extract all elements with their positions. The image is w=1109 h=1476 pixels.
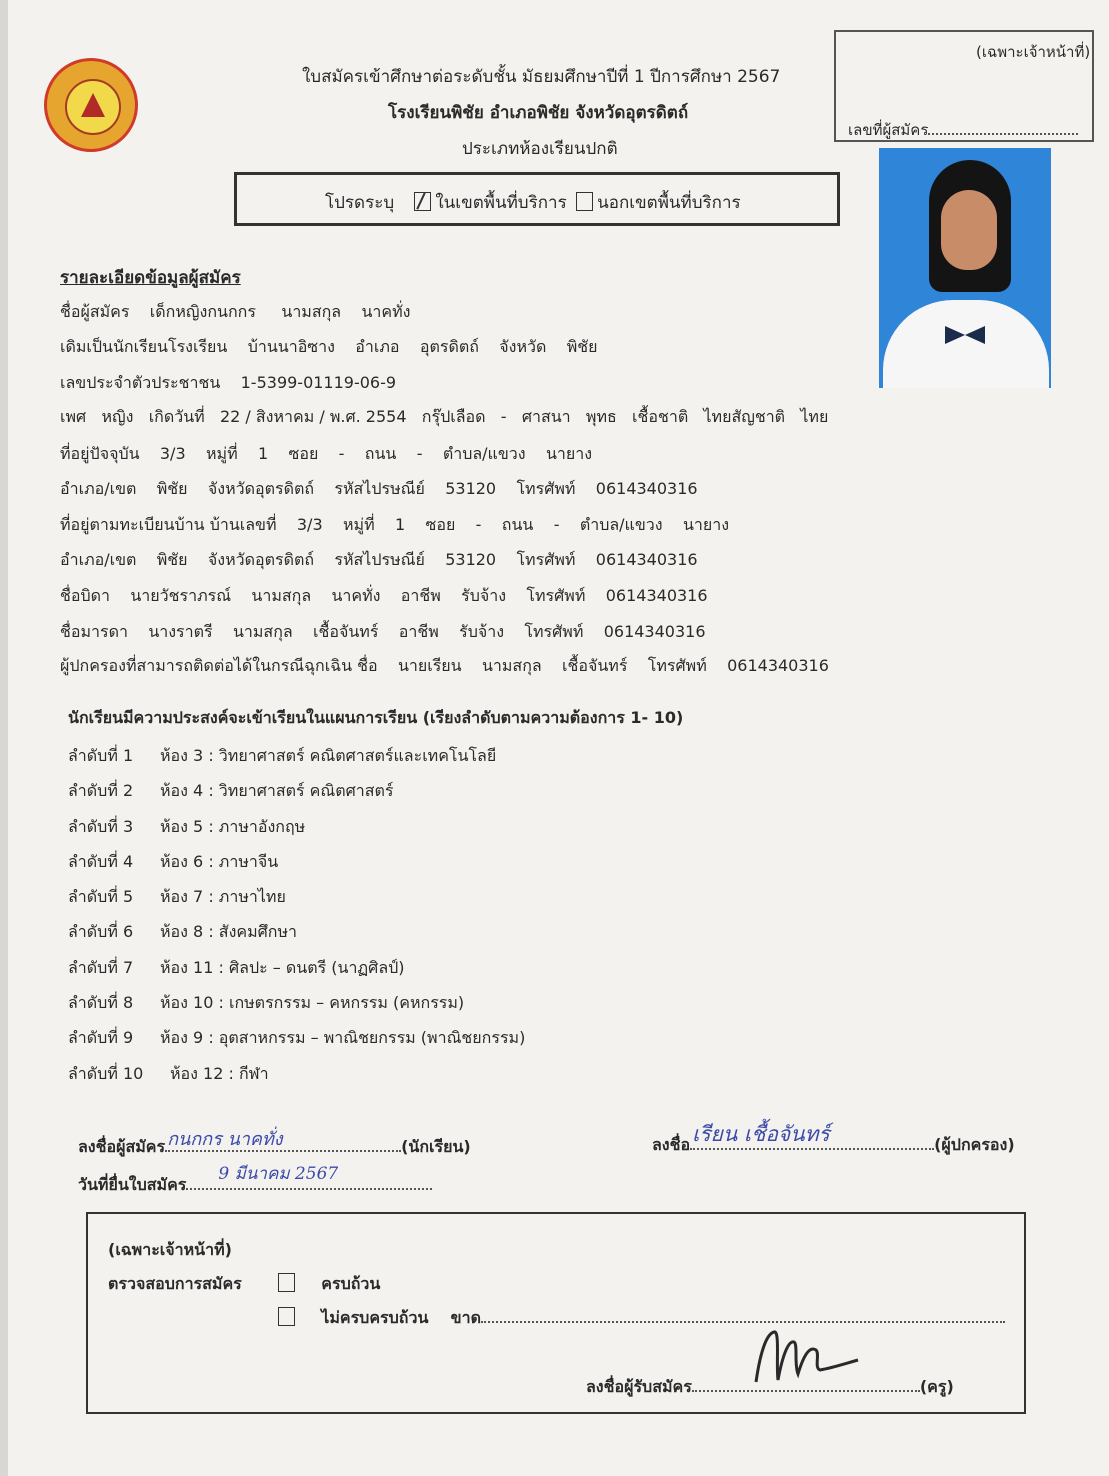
guardian-signature: เรียน เชื้อจันทร์ (692, 1122, 830, 1146)
preference-rank: ลำดับที่ 1 (68, 746, 134, 765)
id-number: 1-5399-01119-06-9 (240, 373, 397, 392)
guardian-signature-label: ลงชื่อ (652, 1135, 691, 1154)
application-form-page (8, 0, 1109, 1476)
guardian-surname: เชื้อจันทร์ (562, 656, 628, 675)
id-label: เลขประจำตัวประชาชน (60, 373, 221, 392)
preference-item (68, 779, 394, 804)
row-name (60, 300, 410, 325)
reg-moo: 1 (394, 515, 406, 534)
province: จังหวัดอุตรดิตถ์ (207, 479, 315, 498)
mother-surname: เชื้อจันทร์ (313, 622, 379, 641)
dob-label: เกิดวันที่ (148, 407, 205, 426)
blood-label: กรุ๊ปเลือด (421, 407, 486, 426)
subdistrict: นายาง (545, 444, 593, 463)
incomplete-checkbox[interactable] (278, 1307, 295, 1326)
province-label: จังหวัด (499, 337, 547, 356)
mother-job-label: อาชีพ (398, 622, 439, 641)
reg-subdistrict-label: ตำบล/แขวง (579, 515, 663, 534)
district: พิชัย (156, 479, 188, 498)
ethnicity: ไทย (703, 407, 732, 426)
address-no: 3/3 (159, 444, 186, 463)
reg-postal: 53120 (445, 550, 497, 569)
preference-room: ห้อง 5 : ภาษาอังกฤษ (160, 817, 306, 836)
applicant-name: เด็กหญิงกนกกร (149, 302, 256, 321)
receiver-signature (748, 1324, 868, 1388)
religion: พุทธ (585, 407, 617, 426)
mother-phone: 0614340316 (603, 622, 706, 641)
preference-room: ห้อง 3 : วิทยาศาสตร์ คณิตศาสตร์และเทคโนโลยี (160, 746, 497, 765)
check-label: ตรวจสอบการสมัคร (108, 1274, 242, 1293)
school-seal-logo (44, 58, 138, 152)
phone: 0614340316 (595, 479, 698, 498)
preference-rank: ลำดับที่ 8 (68, 993, 134, 1012)
prev-school: บ้านนาอิซาง (247, 337, 335, 356)
religion-label: ศาสนา (521, 407, 571, 426)
preference-rank: ลำดับที่ 5 (68, 887, 134, 906)
preference-rank: ลำดับที่ 9 (68, 1028, 134, 1047)
guardian-phone-label: โทรศัพท์ (647, 656, 707, 675)
row-id (60, 371, 396, 396)
staff-use-label: (เฉพาะเจ้าหน้าที่) (108, 1240, 232, 1259)
receiver-row (586, 1372, 954, 1400)
reg-road: - (553, 515, 560, 534)
service-area-choice-box (234, 172, 840, 226)
row-prev-school (60, 335, 598, 360)
mother-job: รับจ้าง (459, 622, 505, 641)
reg-phone-label: โทรศัพท์ (516, 550, 576, 569)
preference-item (68, 885, 286, 910)
preference-room: ห้อง 10 : เกษตรกรรม – คหกรรม (คหกรรม) (160, 993, 465, 1012)
applicant-signature-label: ลงชื่อผู้สมัคร (78, 1137, 166, 1156)
applicant-surname: นาคทั่ง (361, 302, 411, 321)
applicant-signature-row (78, 1129, 471, 1160)
check-row (108, 1272, 380, 1297)
receiver-role: (ครู) (919, 1377, 954, 1396)
guardian-phone: 0614340316 (727, 656, 829, 675)
road: - (416, 444, 423, 463)
surname-label: นามสกุล (281, 302, 342, 321)
office-use-box (834, 30, 1094, 142)
outside-area-checkbox[interactable] (576, 192, 593, 211)
school-name: โรงเรียนพิชัย อำเภอพิชัย จังหวัดอุตรดิตถ์ (388, 103, 689, 123)
reg-district-label: อำเภอ/เขต (60, 550, 137, 569)
preference-item (68, 1062, 269, 1087)
guardian-role: (ผู้ปกครอง) (934, 1135, 1015, 1154)
preference-item (68, 744, 496, 769)
applicant-signature: กนกกร นาคทั่ง (167, 1129, 283, 1150)
incomplete-label: ไม่ครบครบถ้วน (321, 1308, 429, 1327)
guardian-surname-label: นามสกุล (481, 656, 542, 675)
reg-address-label: ที่อยู่ตามทะเบียนบ้าน บ้านเลขที่ (60, 515, 277, 534)
preference-room: ห้อง 8 : สังคมศึกษา (160, 922, 297, 941)
reg-phone: 0614340316 (595, 550, 698, 569)
nationality: ไทย (800, 407, 829, 426)
prev-school-label: เดิมเป็นนักเรียนโรงเรียน (60, 337, 228, 356)
father-job-label: อาชีพ (400, 586, 441, 605)
nationality-label: สัญชาติ (731, 407, 786, 426)
reg-road-label: ถนน (501, 515, 534, 534)
mother-phone-label: โทรศัพท์ (524, 622, 584, 641)
outside-area-label: นอกเขตพื้นที่บริการ (597, 193, 741, 213)
preference-item (68, 815, 305, 840)
moo-label: หมู่ที่ (205, 444, 238, 463)
row-reg-address-2 (60, 548, 698, 573)
preference-item (68, 850, 278, 875)
prev-district: อุตรดิตถ์ (419, 337, 479, 356)
sex-label: เพศ (60, 407, 87, 426)
classroom-type: ประเภทห้องเรียนปกติ (462, 139, 618, 159)
office-use-label: (เฉพาะเจ้าหน้าที่) (976, 43, 1091, 61)
preference-room: ห้อง 4 : วิทยาศาสตร์ คณิตศาสตร์ (160, 781, 394, 800)
moo: 1 (257, 444, 269, 463)
preference-room: ห้อง 7 : ภาษาไทย (160, 887, 286, 906)
date-field[interactable] (186, 1164, 432, 1190)
sex: หญิง (101, 407, 134, 426)
row-father (60, 584, 708, 609)
road-label: ถนน (364, 444, 397, 463)
guardian-label: ผู้ปกครองที่สามารถติดต่อได้ในกรณีฉุกเฉิน ชื่อ (60, 656, 378, 675)
form-title: ใบสมัครเข้าศึกษาต่อระดับชั้น มัธยมศึกษาปีที่ 1 ปีการศึกษา 2567 (302, 67, 781, 87)
mother-surname-label: นามสกุล (232, 622, 293, 641)
blood: - (500, 407, 507, 426)
postal-label: รหัสไปรษณีย์ (334, 479, 425, 498)
reg-subdistrict: นายาง (682, 515, 730, 534)
prev-province: พิชัย (566, 337, 598, 356)
date-row (78, 1164, 432, 1198)
guardian-name: นายเรียน (397, 656, 462, 675)
ethnicity-label: เชื้อชาติ (632, 407, 689, 426)
preference-rank: ลำดับที่ 6 (68, 922, 134, 941)
mother-name: นางราตรี (148, 622, 213, 641)
inside-area-label: ในเขตพื้นที่บริการ (435, 193, 567, 213)
inside-area-checkbox[interactable] (414, 192, 431, 211)
incomplete-row (274, 1306, 1005, 1331)
name-label: ชื่อผู้สมัคร (60, 302, 130, 321)
address-label: ที่อยู่ปัจจุบัน (60, 444, 140, 463)
preference-item (68, 956, 405, 981)
row-address (60, 442, 592, 467)
preference-rank: ลำดับที่ 10 (68, 1064, 144, 1083)
district-label: อำเภอ (355, 337, 400, 356)
receiver-signature-field[interactable] (692, 1372, 920, 1392)
father-surname-label: นามสกุล (251, 586, 312, 605)
father-label: ชื่อบิดา (60, 586, 110, 605)
subdistrict-label: ตำบล/แขวง (442, 444, 526, 463)
father-surname: นาคทั่ง (331, 586, 381, 605)
preference-rank: ลำดับที่ 7 (68, 958, 134, 977)
reg-moo-label: หมู่ที่ (342, 515, 375, 534)
guardian-signature-row (652, 1122, 1015, 1158)
preference-room: ห้อง 6 : ภาษาจีน (160, 852, 279, 871)
preference-room: ห้อง 9 : อุตสาหกรรม – พาณิชยกรรม (พาณิชยกรรม) (160, 1028, 526, 1047)
preference-room: ห้อง 11 : ศิลปะ – ดนตรี (นาฏศิลป์) (160, 958, 405, 977)
applicant-section-title: รายละเอียดข้อมูลผู้สมัคร (60, 268, 241, 288)
preference-rank: ลำดับที่ 2 (68, 781, 134, 800)
complete-checkbox[interactable] (278, 1273, 295, 1292)
preferences-title: นักเรียนมีความประสงค์จะเข้าเรียนในแผนการเรียน (เรียงลำดับตามความต้องการ 1- 10) (68, 708, 684, 727)
applicant-number-label: เลขที่ผู้สมัคร (848, 121, 929, 139)
date-label: วันที่ยื่นใบสมัคร (78, 1175, 187, 1194)
reg-address-no: 3/3 (296, 515, 323, 534)
mother-label: ชื่อมารดา (60, 622, 128, 641)
missing-field[interactable] (481, 1321, 1005, 1323)
father-job: รับจ้าง (461, 586, 507, 605)
complete-label: ครบถ้วน (321, 1274, 381, 1293)
applicant-number-row (848, 118, 1078, 142)
preference-room: ห้อง 12 : กีฬา (170, 1064, 269, 1083)
applicant-number-field[interactable] (928, 133, 1078, 135)
applicant-role: (นักเรียน) (401, 1137, 471, 1156)
row-personal (60, 405, 828, 430)
row-address-2 (60, 477, 698, 502)
dob: 22 / สิงหาคม / พ.ศ. 2554 (219, 407, 407, 426)
reg-province: จังหวัดอุตรดิตถ์ (207, 550, 315, 569)
receiver-label: ลงชื่อผู้รับสมัคร (586, 1377, 692, 1396)
reg-postal-label: รหัสไปรษณีย์ (334, 550, 425, 569)
submission-date: 9 มีนาคม 2567 (218, 1164, 339, 1184)
district2-label: อำเภอ/เขต (60, 479, 137, 498)
preference-rank: ลำดับที่ 3 (68, 817, 134, 836)
reg-soi-label: ซอย (425, 515, 456, 534)
preference-item (68, 991, 464, 1016)
reg-district: พิชัย (156, 550, 188, 569)
choice-prompt: โปรดระบุ (325, 193, 395, 213)
preference-item (68, 920, 297, 945)
applicant-signature-field[interactable] (165, 1129, 401, 1152)
soi-label: ซอย (288, 444, 319, 463)
phone-label: โทรศัพท์ (516, 479, 576, 498)
missing-label: ขาด (450, 1308, 481, 1327)
preference-item (68, 1026, 525, 1051)
row-reg-address (60, 513, 729, 538)
reg-soi: - (475, 515, 482, 534)
preference-rank: ลำดับที่ 4 (68, 852, 134, 871)
staff-use-box (86, 1212, 1026, 1414)
row-guardian (60, 654, 829, 679)
father-phone-label: โทรศัพท์ (526, 586, 586, 605)
service-area-row (325, 189, 741, 216)
soi: - (338, 444, 345, 463)
applicant-photo (879, 148, 1051, 388)
row-mother (60, 620, 706, 645)
postal: 53120 (445, 479, 497, 498)
guardian-signature-field[interactable] (690, 1122, 934, 1150)
father-name: นายวัชราภรณ์ (130, 586, 232, 605)
father-phone: 0614340316 (605, 586, 708, 605)
